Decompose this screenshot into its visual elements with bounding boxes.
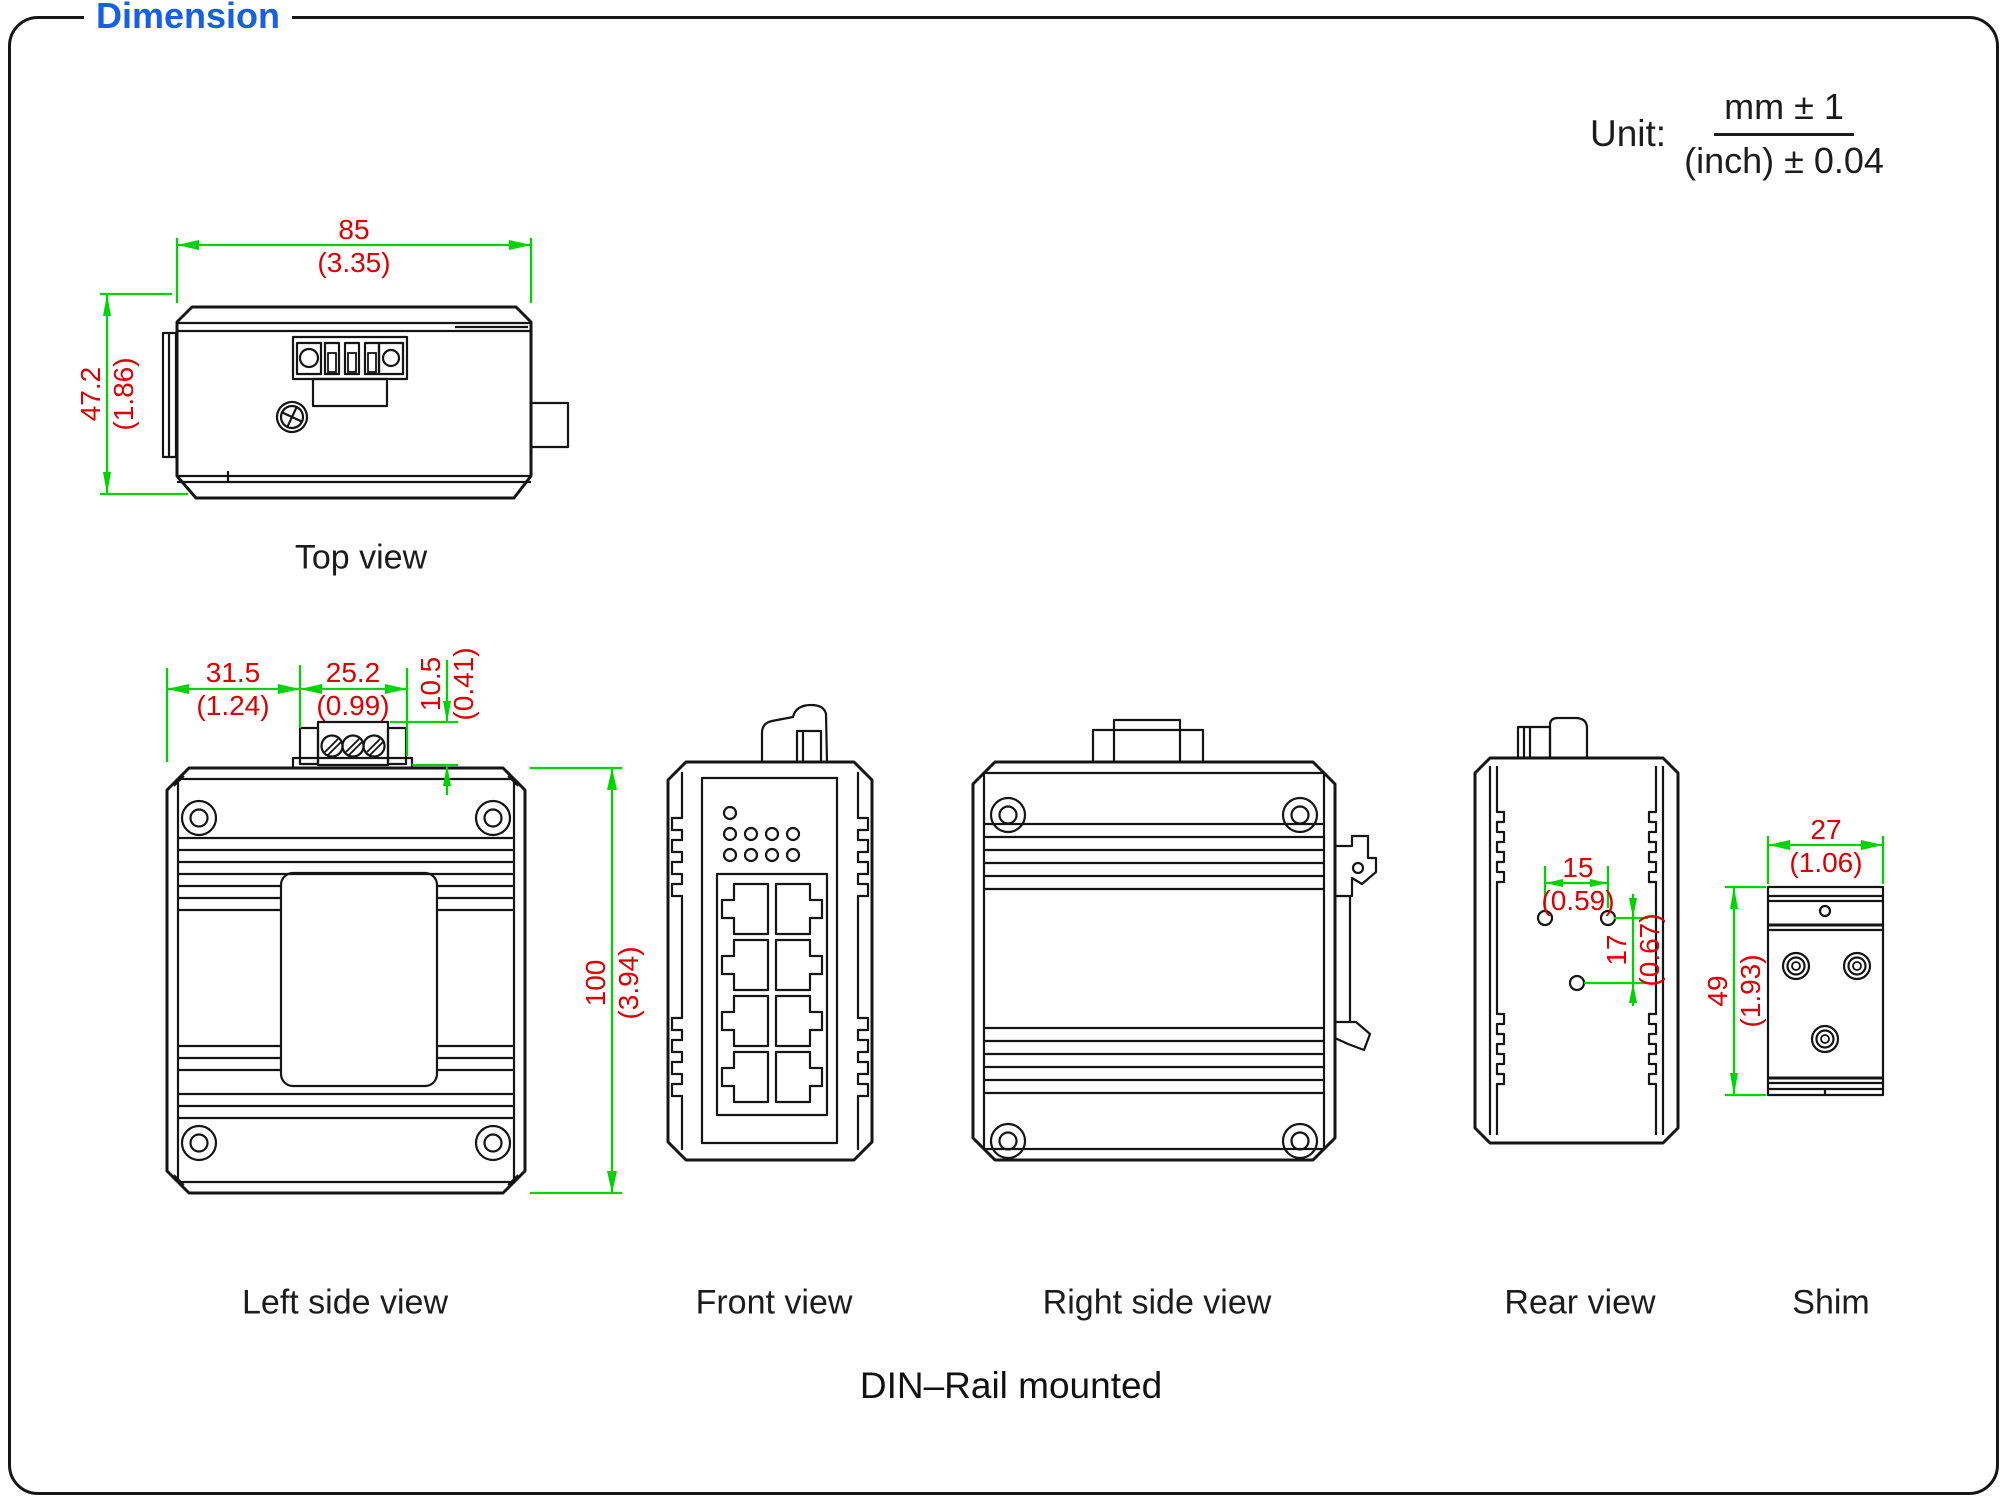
dim-left-offset: 31.5 (1.24)	[196, 657, 270, 721]
front-view-label: Front view	[695, 1283, 853, 1322]
mounting-caption: DIN–Rail mounted	[859, 1365, 1163, 1406]
dim-terminal-height: 10.5 (0.41)	[415, 647, 479, 721]
port-block	[717, 874, 827, 1115]
corner-screw	[991, 798, 1317, 1158]
unit-label: Unit:	[1590, 113, 1667, 154]
page-title: Dimension	[84, 0, 292, 39]
top-view-label: Top view	[294, 538, 428, 577]
din-rail-clip	[1518, 718, 1587, 758]
left-serrated-wall	[1497, 766, 1504, 1135]
din-rail-bracket	[1335, 836, 1376, 1050]
dim-rear-hole-x: 15 (0.59)	[1541, 852, 1615, 916]
dim-body-height: 100 (3.94)	[580, 946, 644, 1020]
right-serrated-wall	[858, 772, 868, 1150]
phillips-screw-icon	[272, 397, 312, 437]
terminal-block-side	[293, 722, 412, 768]
heatsink-ribs	[178, 838, 514, 1118]
left-side-view-label: Left side view	[242, 1283, 448, 1322]
front-view-drawing	[668, 705, 872, 1160]
label-plate	[281, 873, 437, 1086]
rear-view-label: Rear view	[1504, 1283, 1656, 1322]
dim-top-width: 85 (3.35)	[317, 214, 391, 278]
dim-terminal-width: 25.2 (0.99)	[316, 657, 390, 721]
unit-inch-tolerance: (inch) ± 0.04	[1684, 140, 1884, 181]
heatsink-ribs	[984, 824, 1324, 1093]
dim-rear-hole-y: 17 (0.67)	[1601, 913, 1665, 987]
dim-shim-width: 27 (1.06)	[1789, 814, 1863, 878]
unit-mm-tolerance: mm ± 1	[1714, 86, 1854, 136]
led-indicator	[724, 807, 799, 861]
left-serrated-wall	[672, 772, 682, 1150]
terminal-block-top	[293, 337, 407, 406]
rj45-port	[722, 884, 822, 1102]
shim-label: Shim	[1792, 1283, 1870, 1322]
right-side-view-label: Right side view	[1042, 1283, 1272, 1322]
shim-screw	[1783, 953, 1870, 1052]
dim-top-height: 47.2 (1.86)	[75, 357, 139, 431]
din-rail-clip	[762, 705, 827, 762]
side-latch-tab	[163, 333, 176, 457]
left-side-view-drawing	[167, 660, 622, 1193]
right-side-view-drawing	[973, 720, 1376, 1160]
din-rail-tab	[531, 403, 568, 447]
dim-shim-height: 49 (1.93)	[1702, 954, 1766, 1028]
pilot-hole	[1820, 906, 1830, 916]
terminal-block-profile	[1093, 720, 1203, 762]
